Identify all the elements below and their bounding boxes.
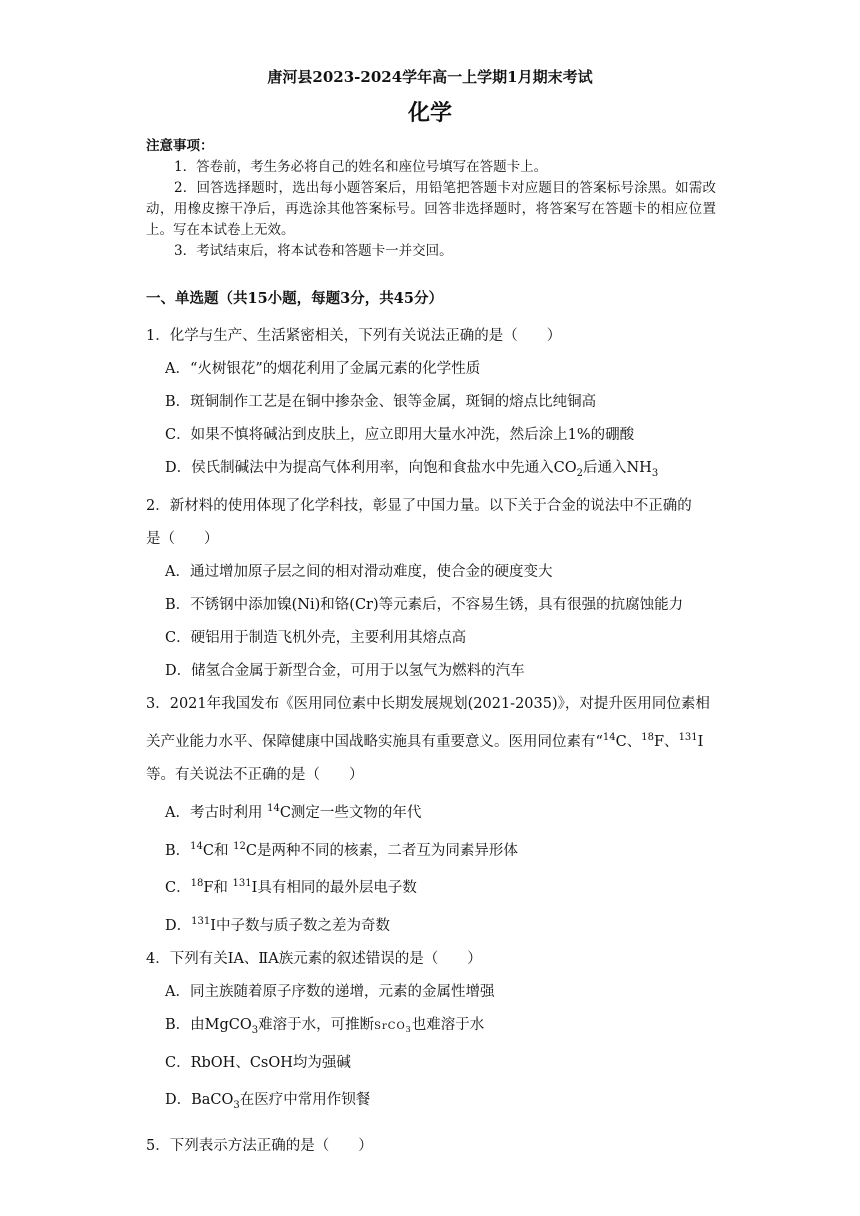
notice-item-3: 3．考试结束后，将本试卷和答题卡一并交回。 [174, 243, 453, 259]
option-text: C． [165, 880, 191, 897]
option-c: C．RbOH、CsOH均为强碱 [165, 1054, 351, 1071]
question-stem: 2．新材料的使用体现了化学科技，彰显了中国力量。以下关于合金的说法中不正确的 [146, 497, 692, 514]
superscript: 14 [190, 840, 203, 852]
formula-text: SrCO [374, 1021, 406, 1033]
question-stem: 3．2021年我国发布《医用同位素中长期发展规划(2021-2035)》，对提升医用同位素相 [146, 695, 710, 712]
formula-srco3 [374, 1021, 412, 1035]
option-text: 也难溶于水 [411, 1017, 485, 1034]
option-a: A．通过增加原子层之间的相对滑动难度，使合金的硬度变大 [165, 563, 553, 580]
superscript: 131 [191, 916, 211, 928]
notice-item-2: 2．回答选择题时，选出每小题答案后，用铅笔把答题卡对应题目的答案标号涂黑。如需改动，用橡皮擦干净后，再选涂其他答案标号。回答非选择题时，将答案写在答题卡的相应位置上。写在本试卷上无效。 [146, 180, 716, 238]
subscript: 3 [405, 1025, 412, 1035]
question-stem-cont: 等。有关说法不正确的是（ ） [146, 766, 364, 783]
option-c [146, 867, 721, 905]
subject-title: 化学 [407, 100, 452, 126]
section-title: 一、单选题（共15小题，每题3分，共45分） [146, 290, 443, 307]
option-c: C．如果不慎将碱沾到皮肤上，应立即用大量水冲洗，然后涂上1%的硼酸 [165, 427, 635, 443]
question-stem-cont [146, 721, 721, 759]
option-text: C和 [202, 842, 234, 859]
question-stem: 4．下列有关ⅠA、ⅡA族元素的叙述错误的是（ ） [146, 951, 482, 968]
option-d [146, 452, 721, 490]
option-d [146, 1084, 721, 1122]
option-text: B．由MgCO [165, 1017, 252, 1034]
superscript: 18 [641, 731, 654, 743]
option-a: A．“火树银花”的烟花利用了金属元素的化学性质 [165, 361, 481, 377]
option-text: I中子数与质子数之差为奇数 [210, 918, 390, 935]
option-b: B．不锈钢中添加镍(Ni)和铬(Cr)等元素后，不容易生锈，具有很强的抗腐蚀能力 [165, 596, 684, 613]
question-4 [146, 943, 721, 1122]
option-text: D．侯氏制碱法中为提高气体利用率，向饱和食盐水中先通入CO [165, 460, 577, 476]
subscript: 3 [251, 1024, 259, 1036]
question-stem-cont: 是（ ） [146, 530, 219, 547]
question-5 [146, 1130, 721, 1163]
option-a: A．同主族随着原子序数的递增，元素的金属性增强 [165, 984, 495, 1001]
option-text: 后通入NH [582, 460, 652, 476]
option-d: D．储氢合金属于新型合金，可用于以氢气为燃料的汽车 [165, 662, 525, 679]
option-text: F和 [203, 880, 233, 897]
question-1 [146, 320, 721, 490]
option-text: D． [165, 918, 192, 935]
notice-heading: 注意事项： [146, 138, 214, 154]
option-text: C测定一些文物的年代 [279, 804, 422, 821]
subscript: 2 [576, 467, 583, 479]
notice-item-1: 1．答卷前，考生务必将自己的姓名和座位号填写在答题卡上。 [174, 159, 548, 175]
option-text: C是两种不同的核素，二者互为同素异形体 [245, 842, 518, 859]
option-text: D．BaCO [165, 1091, 234, 1108]
stem-text: 关产业能力水平、保障健康中国战略实施具有重要意义。医用同位素有“ [146, 733, 603, 750]
stem-text: F、 [654, 733, 679, 750]
superscript: 131 [678, 731, 698, 743]
superscript: 131 [232, 878, 252, 890]
subscript: 3 [233, 1099, 240, 1111]
option-b [146, 1009, 721, 1047]
superscript: 14 [602, 731, 616, 743]
superscript: 14 [267, 802, 280, 814]
option-text: B． [165, 842, 191, 859]
option-c: C．硬铝用于制造飞机外壳，主要利用其熔点高 [165, 629, 467, 646]
option-d [146, 905, 721, 943]
option-text: 难溶于水，可推断 [258, 1017, 375, 1034]
notice-block [146, 136, 716, 262]
superscript: 12 [233, 840, 246, 852]
option-a [146, 792, 721, 830]
question-stem: 1．化学与生产、生活紧密相关，下列有关说法正确的是（ ） [146, 328, 562, 344]
option-text: 在医疗中常用作钡餐 [239, 1091, 371, 1108]
question-3 [146, 688, 721, 943]
stem-text: C、 [615, 733, 642, 750]
option-b: B．斑铜制作工艺是在铜中掺杂金、银等金属，斑铜的熔点比纯铜高 [165, 394, 597, 410]
question-2 [146, 490, 721, 688]
option-text: A．考古时利用 [165, 804, 268, 821]
stem-text: I [697, 733, 704, 750]
exam-title: 唐河县2023-2024学年高一上学期1月期末考试 [267, 68, 593, 86]
superscript: 18 [190, 878, 204, 890]
option-text: I具有相同的最外层电子数 [251, 880, 417, 897]
question-list [146, 320, 721, 1163]
subscript: 3 [651, 467, 659, 479]
option-b [146, 830, 721, 868]
question-stem: 5．下列表示方法正确的是（ ） [146, 1137, 373, 1154]
